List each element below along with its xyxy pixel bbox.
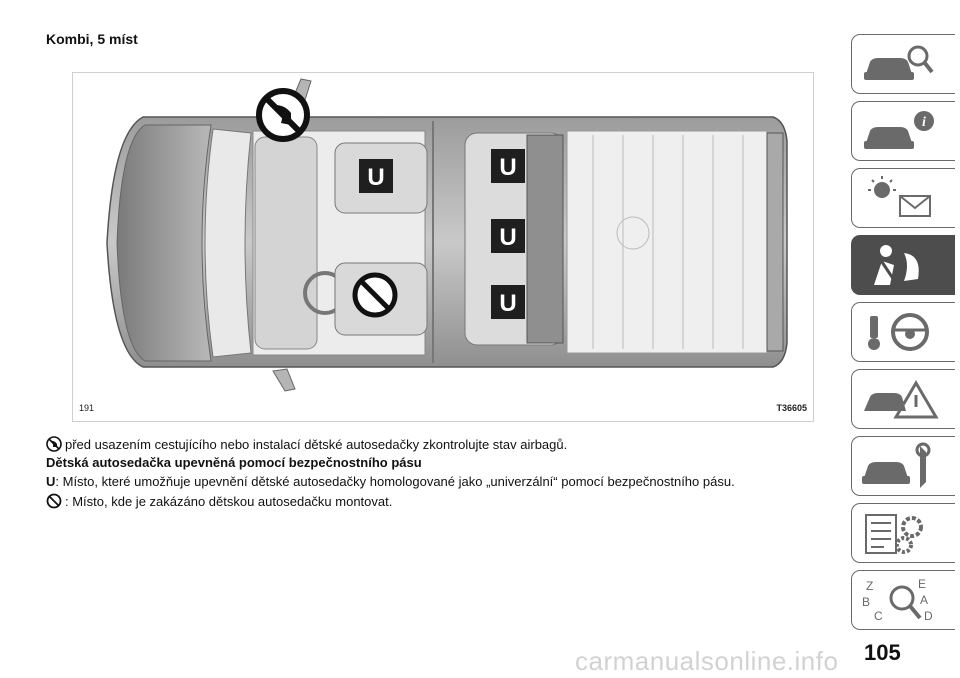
tab-alphabetical-index[interactable] (851, 570, 955, 630)
car-warning-triangle-icon (860, 375, 940, 423)
tab-airbag-safety[interactable] (851, 235, 955, 295)
svg-text:U: U (499, 224, 517, 251)
tab-warning-lights[interactable] (851, 168, 955, 228)
seat-mark-rear-right (491, 285, 525, 319)
airbag-note-text: před usazením cestujícího nebo instalací dětské autosedačky zkontrolujte stav airbagů. (65, 437, 568, 452)
svg-text:U: U (499, 154, 517, 181)
forbidden-seat-icon (355, 275, 395, 315)
tab-car-info[interactable] (851, 101, 955, 161)
dashboard (255, 137, 317, 349)
warning-lights-icon (860, 174, 940, 222)
universal-text: : Místo, které umožňuje upevnění dětské autosedačky homologované jako „univerzální“ pomocí bezpečnostního pásu. (55, 474, 735, 489)
svg-text:D: D (924, 609, 933, 623)
watermark: carmanualsonline.info (575, 646, 839, 676)
rear-doors (767, 133, 783, 351)
vehicle-seat-diagram (72, 72, 814, 422)
tab-key-steering[interactable] (851, 302, 955, 362)
forbidden-text: : Místo, kde je zakázáno dětskou autosedačku montovat. (65, 494, 393, 509)
svg-text:C: C (874, 609, 883, 623)
right-mirror (273, 369, 295, 391)
tab-car-warning[interactable] (851, 369, 955, 429)
svg-text:B: B (862, 595, 871, 609)
forbidden-icon (46, 493, 62, 509)
section-heading: Dětská autosedačka upevněná pomocí bezpečnostního pásu (46, 455, 422, 470)
key-steering-wheel-icon (860, 308, 940, 356)
figure-number: 191 (79, 403, 95, 413)
page-number: 105 (864, 640, 901, 665)
car-search-icon (860, 40, 940, 88)
windshield (205, 129, 251, 357)
airbag-off-icon (46, 436, 62, 452)
svg-text:U: U (499, 290, 517, 317)
svg-text:A: A (920, 593, 929, 607)
tab-car-maintenance[interactable] (851, 436, 955, 496)
seat-mark-rear-center (491, 219, 525, 253)
forbidden-seat-description (46, 493, 392, 510)
rear-bench-backrest (527, 135, 563, 343)
svg-text:E: E (918, 577, 927, 591)
seat-mark-front-left (359, 159, 393, 193)
cargo-floor (567, 131, 767, 353)
universal-label: U (46, 474, 56, 489)
airbag-note (46, 436, 567, 453)
tab-car-search[interactable] (851, 34, 955, 94)
svg-text:i: i (922, 115, 926, 130)
car-wrench-icon (860, 442, 940, 490)
section-title: Kombi, 5 míst (46, 31, 138, 47)
van-top-view-illustration (73, 73, 813, 421)
svg-text:Z: Z (866, 579, 874, 593)
alphabet-index-icon (860, 576, 940, 624)
seat-mark-rear-left (491, 149, 525, 183)
tab-specifications[interactable] (851, 503, 955, 563)
specs-gears-icon (860, 509, 940, 557)
svg-text:U: U (367, 164, 385, 191)
car-info-icon (860, 107, 940, 155)
van-hood (117, 125, 211, 361)
universal-seat-description (46, 474, 735, 490)
figure-code: T36605 (776, 403, 807, 413)
airbag-warning-icon (259, 91, 307, 139)
airbag-safety-icon (860, 241, 940, 289)
